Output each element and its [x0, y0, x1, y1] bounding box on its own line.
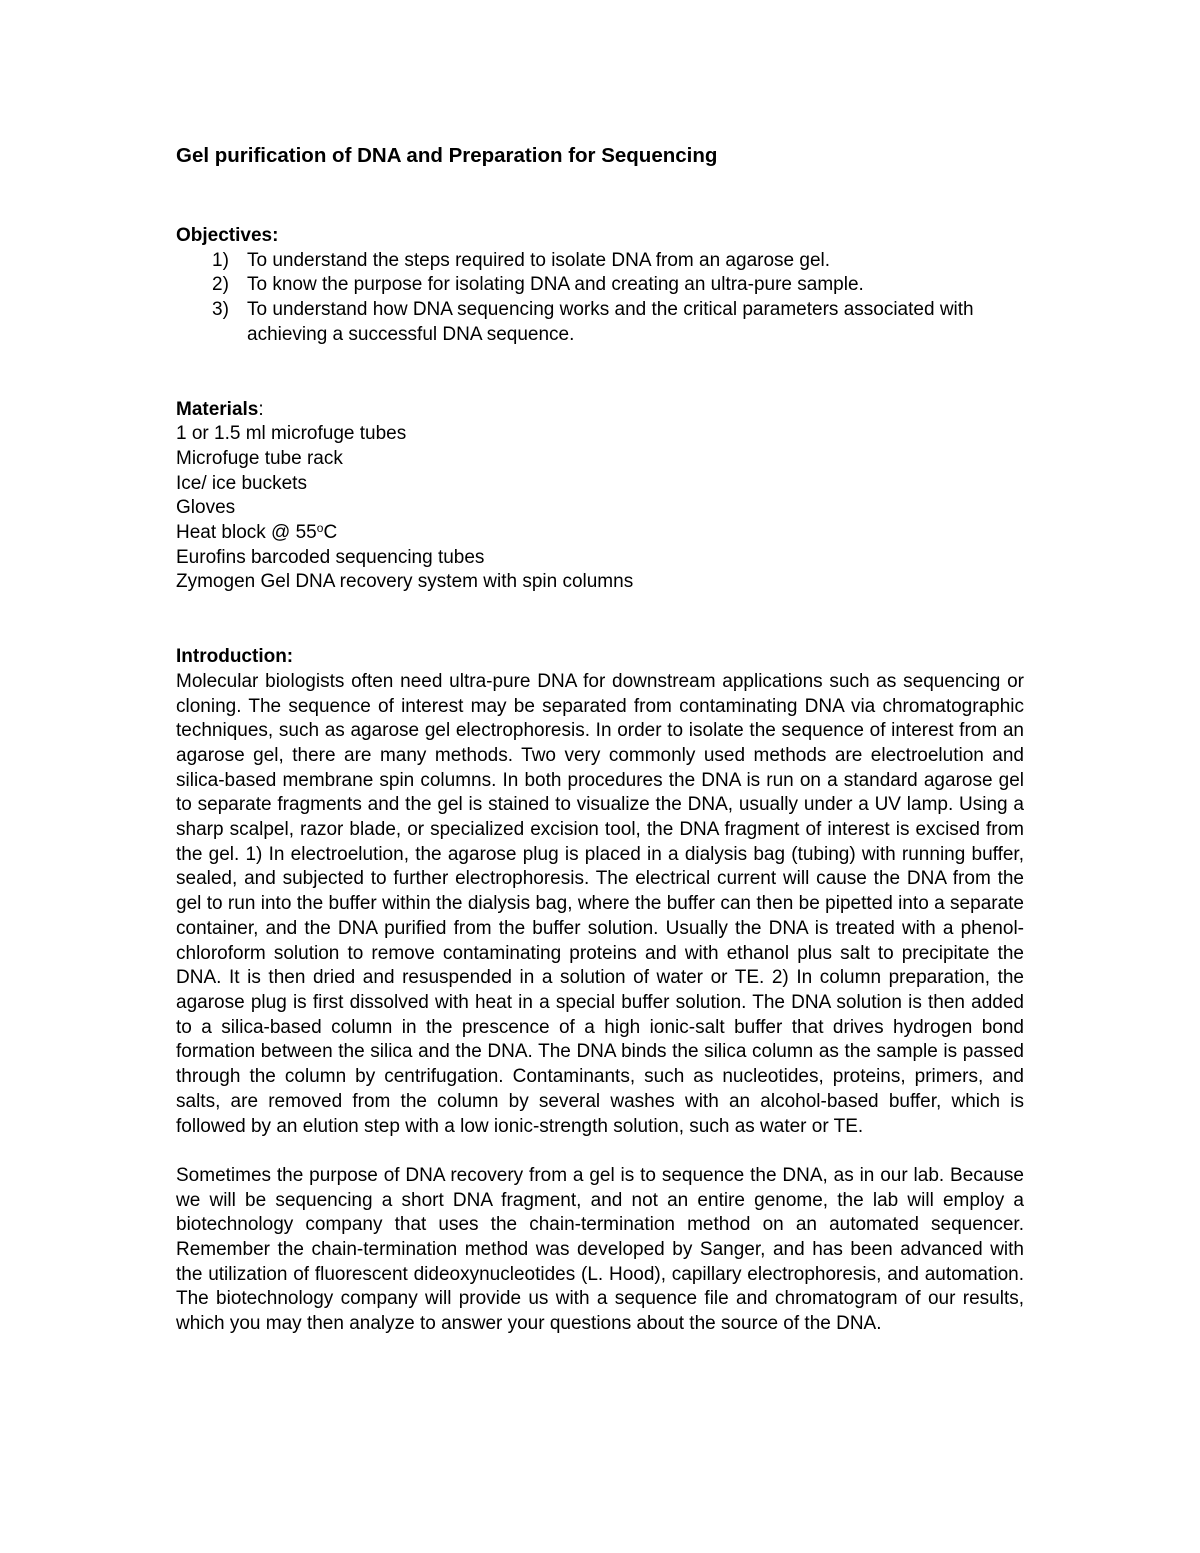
- materials-section: [176, 398, 1024, 596]
- material-item: Microfuge tube rack: [176, 447, 343, 469]
- objectives-list: [176, 249, 1024, 348]
- document-title: Gel purification of DNA and Preparation for Sequencing: [176, 144, 718, 167]
- degree-symbol: o: [316, 521, 324, 536]
- introduction-section: [176, 645, 1024, 1337]
- objective-item: [176, 249, 1024, 274]
- objectives-section: [176, 224, 1024, 348]
- objective-item: [176, 273, 1024, 298]
- objective-number: 2): [212, 274, 229, 296]
- objective-item: [176, 298, 1024, 347]
- material-item: 1 or 1.5 ml microfuge tubes: [176, 423, 407, 445]
- materials-heading-line: [176, 398, 1024, 423]
- heat-block-text: Heat block @ 55: [176, 522, 317, 544]
- objective-text: To understand the steps required to isolate DNA from an agarose gel.: [247, 249, 831, 271]
- document-page: [176, 142, 1024, 1337]
- introduction-paragraph-2: Sometimes the purpose of DNA recovery from a gel is to sequence the DNA, as in our lab. Because we will be sequencing a short DNA fragment, and not an entire genome, the lab will employ a biotechnology company that uses the chain-termination method on an automated sequencer. Remember the chain-termination method was developed by Sanger, and has been advanced with the utilization of fluorescent dideoxynucleotides (L. Hood), capillary electrophoresis, and automation. The biotechnology company will provide us with a sequence file and chromatogram of our results, which you may then analyze to answer your questions about the source of the DNA.: [176, 1164, 1024, 1335]
- heat-block-unit: C: [323, 522, 338, 544]
- introduction-paragraph-1: Molecular biologists often need ultra-pure DNA for downstream applications such as sequencing or cloning. The sequence of interest may be separated from contaminating DNA via chromatographic techniques, such as agarose gel electrophoresis. In order to isolate the sequence of interest from an agarose gel, there are many methods. Two very commonly used methods are electroelution and silica-based membrane spin columns. In both procedures the DNA is run on a standard agarose gel to separate fragments and the gel is stained to visualize the DNA, usually under a UV lamp. Using a sharp scalpel, razor blade, or specialized excision tool, the DNA fragment of interest is excised from the gel. 1) In electroelution, the agarose plug is placed in a dialysis bag (tubing) with running buffer, sealed, and subjected to further electrophoresis. The electrical current will cause the DNA from the gel to run into the buffer within the dialysis bag, where the buffer can then be pipetted into a separate container, and the DNA purified from the buffer solution. Usually the DNA is treated with a phenol-chloroform solution to remove contaminating proteins and with ethanol plus salt to precipitate the DNA. It is then dried and resuspended in a solution of water or TE. 2) In column preparation, the agarose plug is first dissolved with heat in a special buffer solution. The DNA solution is then added to a silica-based column in the prescence of a high ionic-salt buffer that drives hydrogen bond formation between the silica and the DNA. The DNA binds the silica column as the sample is passed through the column by centrifugation. Contaminants, such as nucleotides, proteins, primers, and salts, are removed from the column by several washes with an alcohol-based buffer, which is followed by an elution step with a low ionic-strength solution, such as water or TE.: [176, 670, 1024, 1137]
- material-item: Ice/ ice buckets: [176, 472, 307, 494]
- materials-heading: Materials: [176, 398, 259, 420]
- material-item-heat-block: [176, 521, 1024, 546]
- material-item: Zymogen Gel DNA recovery system with spin columns: [176, 571, 634, 593]
- objectives-heading: Objectives:: [176, 225, 279, 246]
- objective-number: 1): [212, 249, 229, 271]
- material-item: Gloves: [176, 497, 236, 519]
- introduction-heading: Introduction:: [176, 646, 294, 668]
- objective-text: To understand how DNA sequencing works and the critical parameters associated with achieving a successful DNA sequence.: [247, 299, 974, 345]
- material-item: Eurofins barcoded sequencing tubes: [176, 546, 485, 568]
- materials-heading-colon: :: [258, 398, 264, 420]
- objective-text: To know the purpose for isolating DNA and creating an ultra-pure sample.: [247, 274, 864, 296]
- objective-number: 3): [212, 299, 229, 321]
- materials-list: [176, 422, 1024, 595]
